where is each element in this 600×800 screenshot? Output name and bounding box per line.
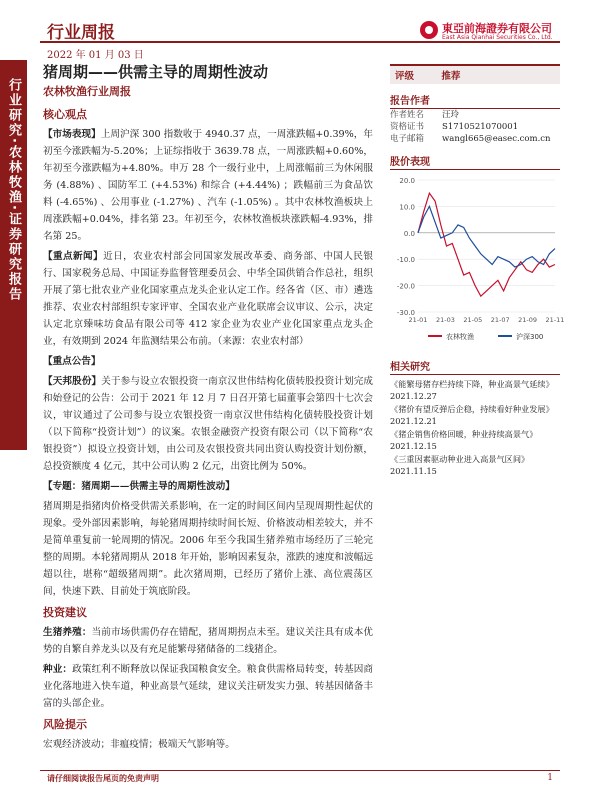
related-report-link[interactable]: 《猪价有望反弹后企稳，持续看好种业发展》2021.12.21	[390, 404, 554, 426]
logo-cn-text: 東亞前海證券有限公司	[442, 22, 552, 35]
risk-text: 宏观经济波动；非瘟疫情；极端天气影响等。	[43, 739, 235, 750]
topic-heading: 【专题：猪周期——供需主导的周期性波动】	[43, 481, 235, 492]
risk-heading: 风险提示	[43, 718, 87, 731]
news-text: 近日，农业农村部会同国家发展改革委、商务部、中国人民银行、国家税务总局、中国证券监督管理委员会、中华全国供销合作总社，组织开展了第七批农业产业化国家重点龙头企业认定工作。经各省（区、市）遴选推荐、农业农村部组织专家评审、全国农业产业化联席会议审议、公示，决定认定北京臻味坊食品有限公司等 412 家企业为农业产业化国家重点龙头企业，有效期到 2024 年监测结果公布前。（来源：农业农村部）	[43, 251, 374, 347]
author-list	[390, 109, 560, 145]
announce-heading: 【重点公告】	[43, 356, 101, 367]
author-value: S1710521070001	[442, 122, 519, 132]
news-paragraph	[43, 248, 373, 350]
x-tick-label: 21-01	[408, 316, 428, 324]
x-tick-label: 21-09	[518, 316, 538, 324]
series-line	[418, 193, 555, 296]
y-tick-label: -30.0	[396, 309, 415, 317]
related-report-link[interactable]: 《能繁母猪存栏持续下降，种业高景气延续》2021.12.27	[390, 379, 554, 401]
author-row	[390, 109, 560, 121]
market-text: 上周沪深 300 指数收于 4940.37 点，一周涨跌幅+0.39%，年初至今涨跌幅为-5.20%；上证综指收于 3639.78 点，一周涨跌幅+0.60%，年初至今涨跌幅为+4.80%。申万 28 个一级行业中，上周涨幅前三为休闲服务 (4.88%) 、国防军工 (+4.53%) 和综合 (+4.44%) ；跌幅前三为食品饮料 (-4.65%) 、公用事业 (-1.27%) 、汽车 (-1.05%) 。其中农林牧渔板块上周涨跌幅+0.04%，排名第 23。年初至今，农林牧渔板块涨跌幅-4.93%，排名第 25。	[43, 129, 374, 242]
author-key: 作者姓名	[390, 110, 425, 120]
author-row	[390, 133, 560, 145]
author-key: 资格证书	[390, 122, 425, 132]
author-value: 汪玲	[442, 110, 460, 120]
topic-paragraph: 猪周期是指猪肉价格受供需关系影响，在一定的时间区间内呈现周期性起伏的现象。受外部因素影响，每轮猪周期持续时间长短、价格波动相差较大，并不是简单重复前一轮周期的情况。2006 年至今我国生猪养殖市场经历了三轮完整的周期。本轮猪周期从 2018 年开始，影响因素复杂，涨跌的速度和波幅远超以往，堪称“超级猪周期”。此次猪周期，已经历了猪价上涨、高位震荡区间，快速下跌、目前处于筑底阶段。	[43, 501, 373, 597]
x-tick-label: 21-05	[463, 316, 483, 324]
report-date: 2022 年 01 月 03 日	[47, 50, 144, 61]
sidebar	[0, 60, 27, 450]
legend-label: 沪深300	[516, 333, 544, 341]
y-tick-label: 20.0	[399, 177, 415, 185]
author-heading: 报告作者	[390, 88, 560, 109]
news-label: 【重点新闻】	[43, 251, 104, 262]
y-tick-label: 10.0	[399, 203, 415, 212]
y-tick-label: -10.0	[396, 256, 415, 265]
stock-chart	[390, 172, 565, 347]
seed-label: 种业：	[43, 664, 73, 675]
y-tick-label: -20.0	[396, 282, 415, 291]
invest-heading: 投资建议	[43, 606, 87, 619]
author-row	[390, 121, 560, 133]
hog-text: 当前市场供需仍存在错配，猪周期拐点未至。建议关注具有成本优势的自繁自养龙头以及有充足能繁母猪储备的二线猪企。	[43, 627, 373, 655]
announce-text: 关于参与设立农银投资一南京汉世伟结构化债转股投资计划完成和始登记的公告：公司于 2021 年 12 月 7 日召开第七届董事会第四十七次会议，审议通过了公司参与设立农银投资一南京汉世伟结构化债转股投资计划（以下简称“投资计划”）的议案。农银金融资产投资有限公司（以下简称“农银投资”）拟设立投资计划，由公司及农银投资共同出资认购投资计划份额，总投资额度 4 亿元，其中公司认购 2 亿元，出资比例为 50%。	[43, 376, 374, 472]
right-panel	[390, 64, 565, 479]
report-title: 猪周期——供需主导的周期性波动	[43, 63, 269, 81]
report-category: 行业周报	[47, 23, 115, 43]
header-divider	[40, 41, 560, 43]
logo-icon	[420, 21, 438, 39]
related-heading: 相关研究	[390, 354, 560, 375]
main-content	[43, 64, 373, 756]
footer-divider	[40, 770, 560, 771]
market-label: 【市场表现】	[43, 129, 101, 140]
logo-en-text: East Asia Qianhai Securities Co., Ltd.	[442, 34, 553, 41]
footer-disclaimer: 请仔细阅读报告尾页的免责声明	[47, 773, 159, 783]
hog-label: 生猪养殖：	[43, 627, 92, 638]
author-value[interactable]: wangl665@easec.com.cn	[442, 134, 551, 144]
hog-paragraph	[43, 624, 373, 658]
rating-bar	[390, 64, 560, 84]
legend-label: 农林牧渔	[446, 333, 474, 341]
report-subtitle: 农林牧渔行业周报	[43, 85, 131, 98]
core-view-heading: 核心观点	[43, 108, 87, 121]
x-tick-label: 21-03	[435, 316, 455, 324]
rating-label: 评级	[395, 71, 415, 82]
x-tick-label: 21-07	[490, 316, 510, 324]
related-report-link[interactable]: 《三重因素驱动种业进入高景气区间》2021.11.15	[390, 454, 530, 476]
chart-heading: 股价表现	[390, 149, 560, 170]
announce-paragraph	[43, 373, 373, 475]
page-number: 1	[547, 773, 553, 783]
related-report-link[interactable]: 《猪企销售价格回暖，种业持续高景气》2021.12.15	[390, 429, 538, 451]
announce-label: 【天邦股份】	[43, 376, 102, 387]
y-tick-label: 0.0	[403, 229, 415, 238]
rating-value: 推荐	[441, 71, 461, 82]
seed-paragraph	[43, 661, 373, 712]
x-tick-label: 21-11	[545, 316, 565, 324]
author-key: 电子邮箱	[390, 134, 425, 144]
sidebar-label: 行业研究·农林牧渔·证券研究报告	[6, 78, 21, 302]
market-paragraph	[43, 126, 373, 245]
related-list	[390, 379, 560, 477]
seed-text: 政策红利不断释放以保证我国粮食安全。粮食供需格局转变，转基因商业化落地进入快车道，种业高景气延续，建议关注研发实力强、转基因储备丰富的头部企业。	[43, 664, 374, 709]
